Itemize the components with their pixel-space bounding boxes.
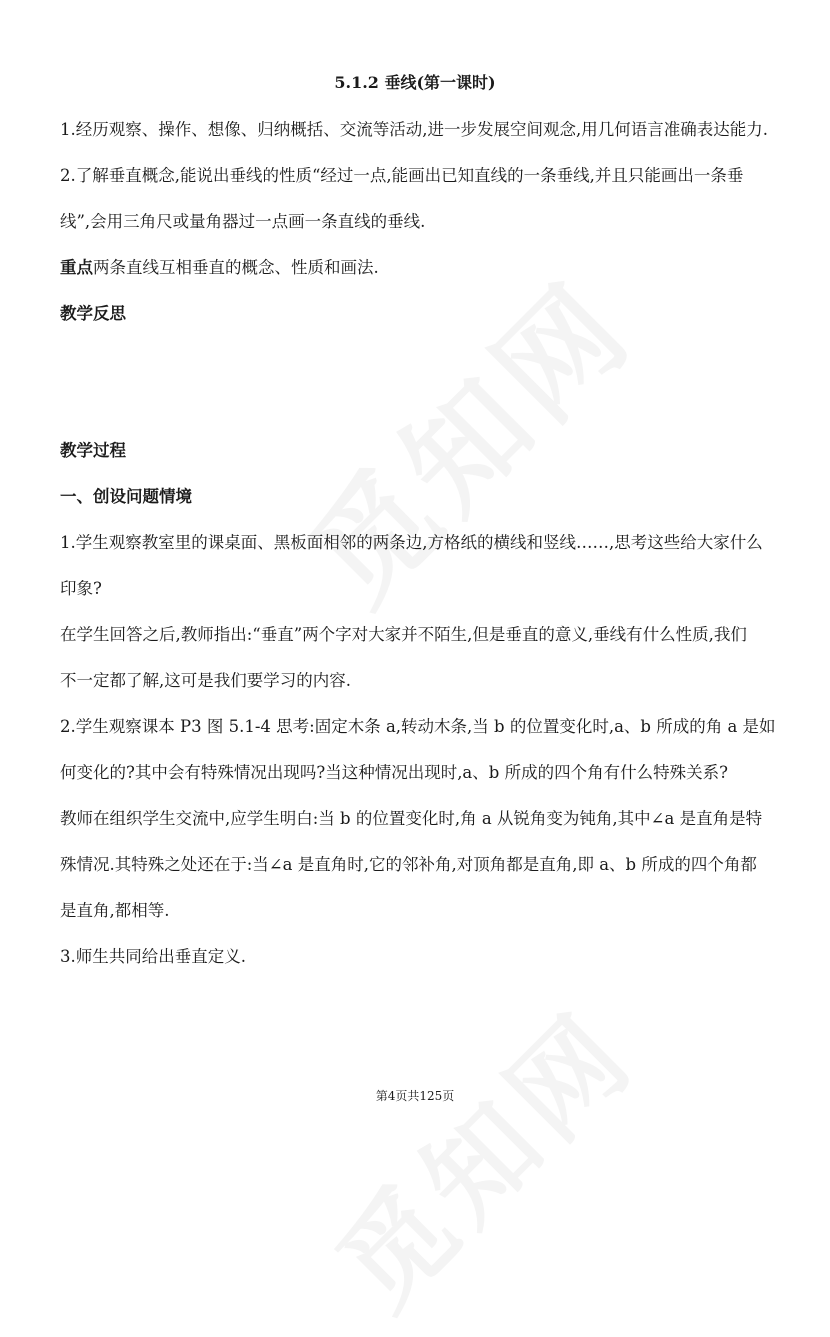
keypoint-label: 重点 [60, 258, 93, 277]
keypoint-paragraph [60, 256, 379, 280]
objective-1: 1.经历观察、操作、想像、归纳概括、交流等活动,进一步发展空间观念,用几何语言准确表达能力. [60, 120, 768, 139]
paragraph-1-line-2: 印象? [60, 579, 102, 598]
paragraph-4-line-1: 教师在组织学生交流中,应学生明白:当 b 的位置变化时,角 a 从锐角变为钝角,其中∠a 是直角是特 [60, 809, 763, 828]
reflection-heading: 教学反思 [60, 304, 126, 323]
section-1-heading: 一、创设问题情境 [60, 487, 192, 506]
objective-2-line-2: 线”,会用三角尺或量角器过一点画一条直线的垂线. [60, 212, 426, 231]
watermark-text-lower [297, 971, 663, 1337]
paragraph-4-line-2: 殊情况.其特殊之处还在于:当∠a 是直角时,它的邻补角,对顶角都是直角,即 a、b 所成的四个角都 [60, 855, 757, 874]
objective-2-line-1: 2.了解垂直概念,能说出垂线的性质“经过一点,能画出已知直线的一条垂线,并且只能画出一条垂 [60, 166, 744, 185]
paragraph-2-line-1: 在学生回答之后,教师指出:“垂直”两个字对大家并不陌生,但是垂直的意义,垂线有什么性质,我们 [60, 625, 747, 644]
process-heading: 教学过程 [60, 441, 126, 460]
page-number-footer: 第4页共125页 [375, 1089, 455, 1103]
document-title: 5.1.2 垂线(第一课时) [334, 73, 496, 92]
watermark-text [266, 237, 663, 634]
paragraph-3-line-2: 何变化的?其中会有特殊情况出现吗?当这种情况出现时,a、b 所成的四个角有什么特殊关系? [60, 763, 728, 782]
paragraph-1-line-1: 1.学生观察教室里的课桌面、黑板面相邻的两条边,方格纸的横线和竖线……,思考这些给大家什么 [60, 533, 763, 552]
paragraph-5: 3.师生共同给出垂直定义. [60, 947, 246, 966]
paragraph-3-line-1: 2.学生观察课本 P3 图 5.1-4 思考:固定木条 a,转动木条,当 b 的位置变化时,a、b 所成的角 a 是如 [60, 717, 776, 736]
paragraph-4-line-3: 是直角,都相等. [60, 901, 170, 920]
keypoint-text: 两条直线互相垂直的概念、性质和画法. [93, 258, 379, 277]
paragraph-2-line-2: 不一定都了解,这可是我们要学习的内容. [60, 671, 351, 690]
